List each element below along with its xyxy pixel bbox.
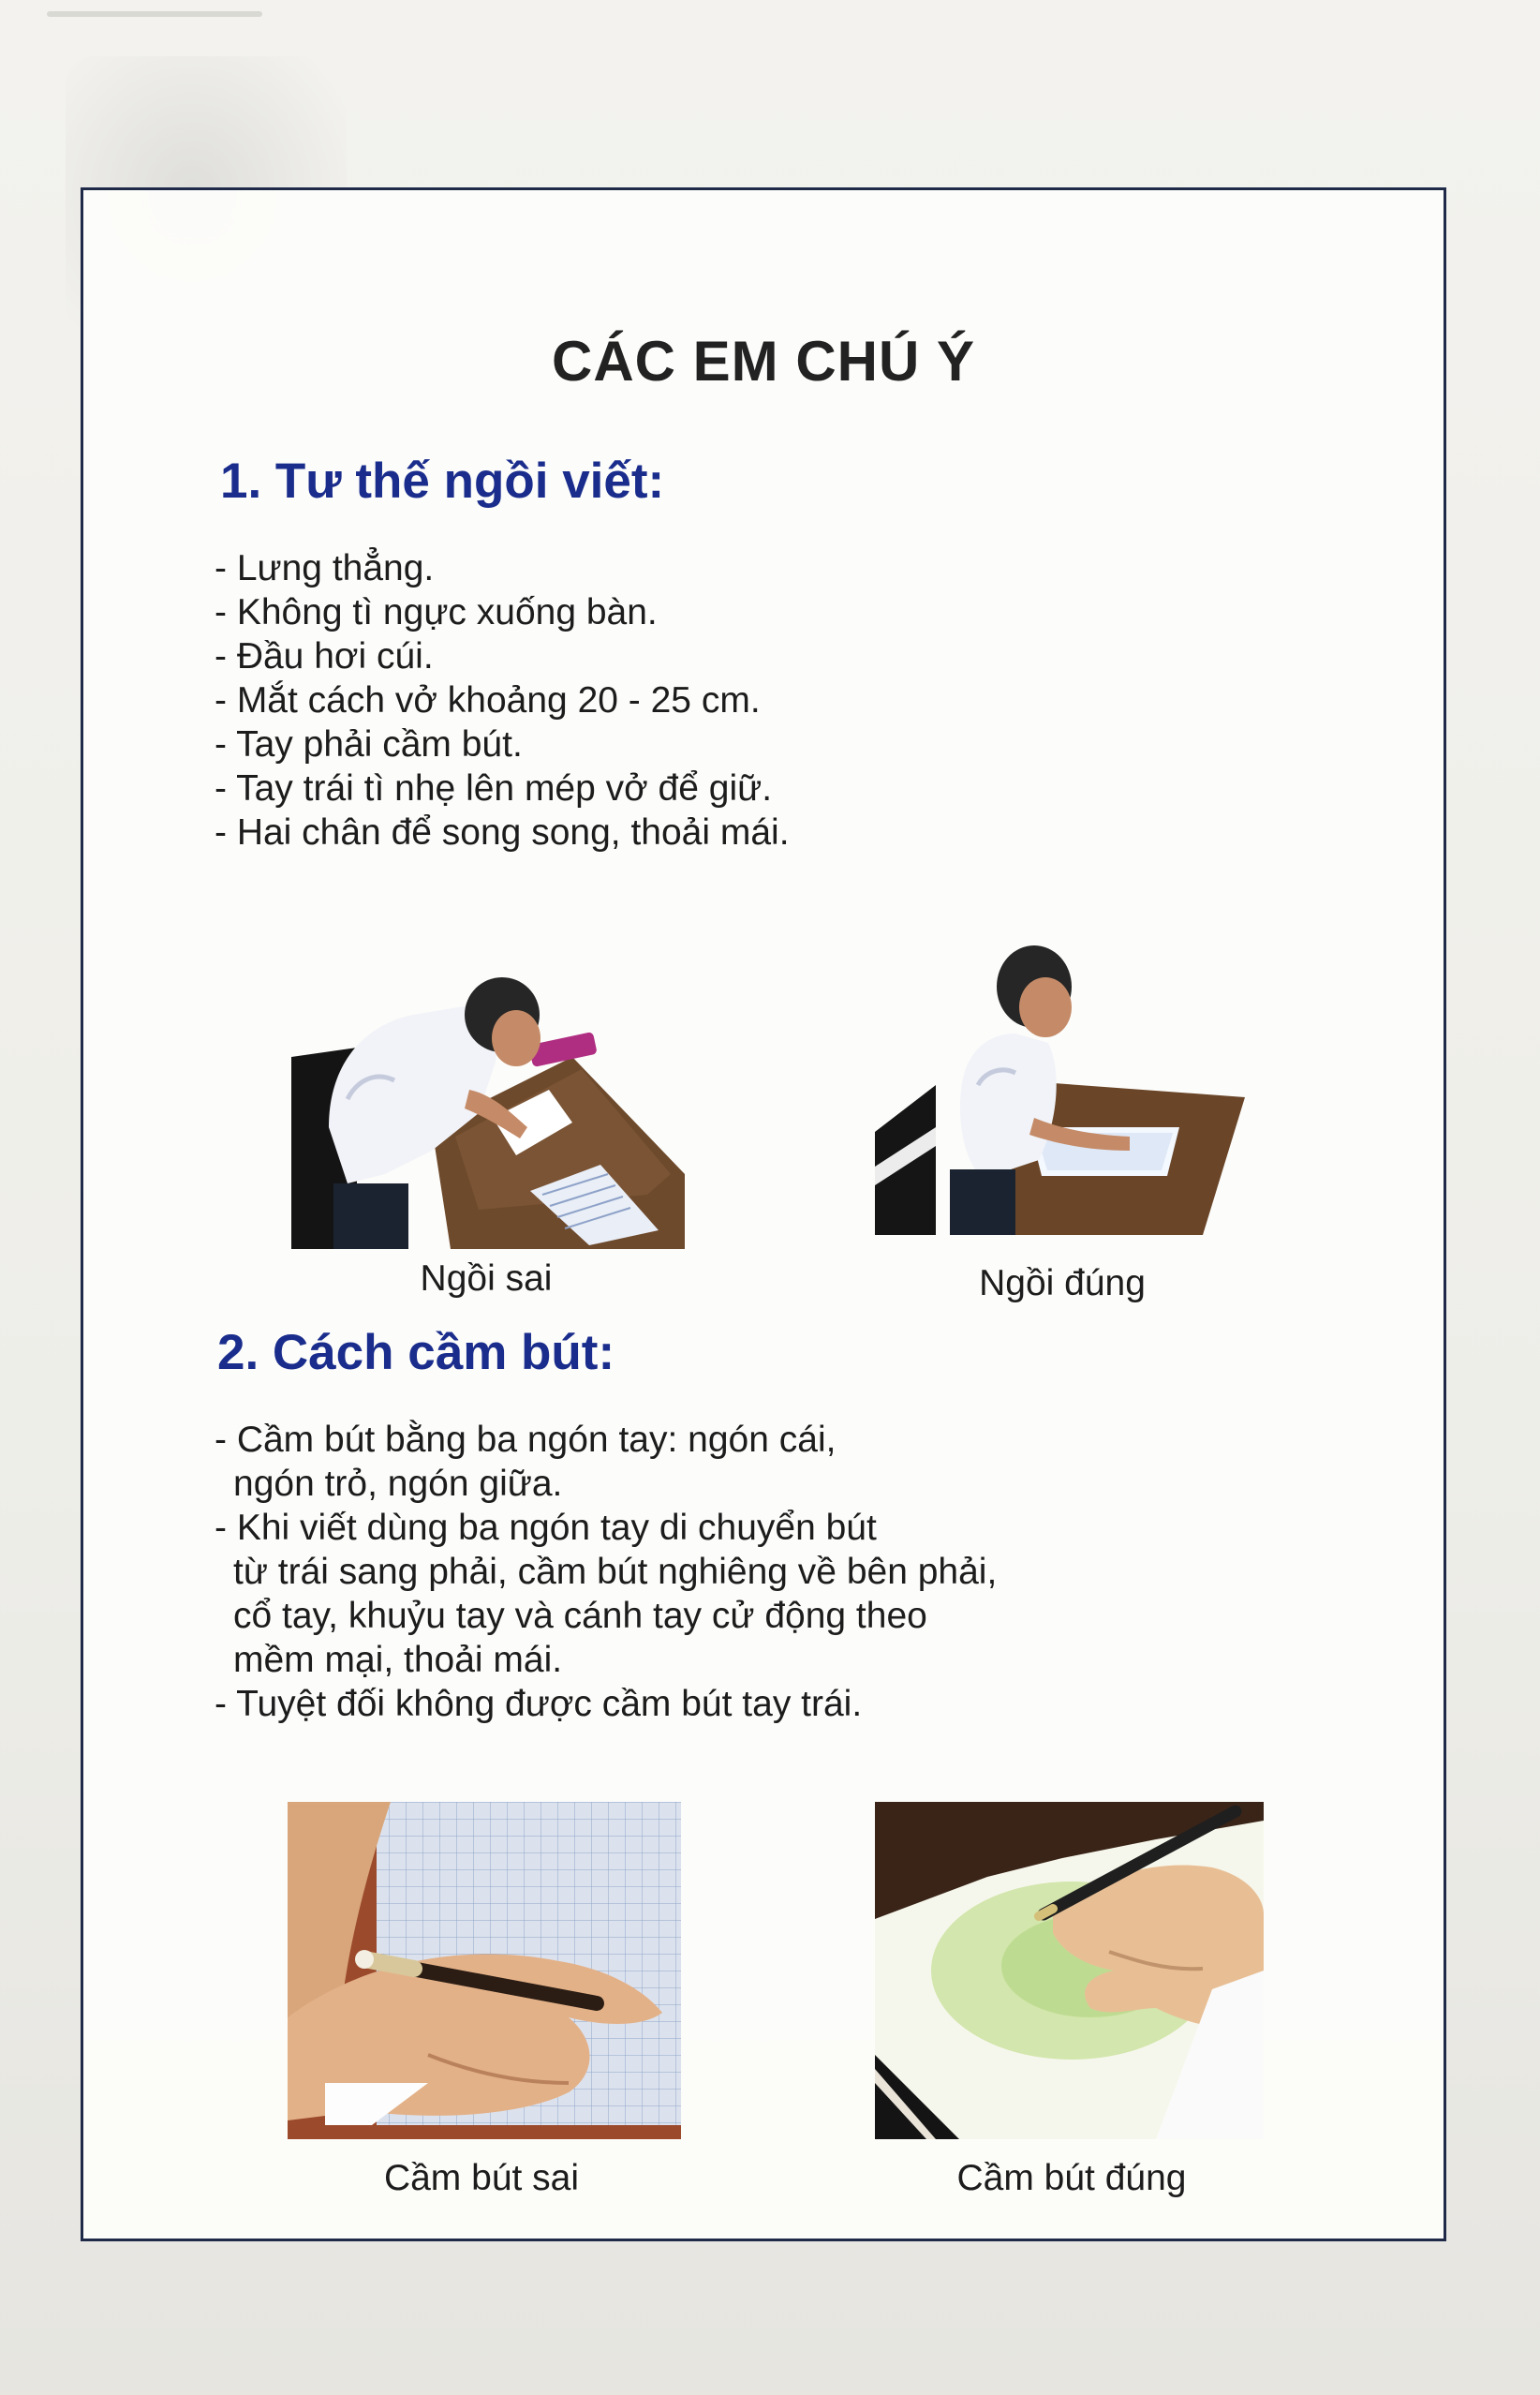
page-edge-mark <box>47 11 262 17</box>
list-item: - Đầu hơi cúi. <box>215 636 434 677</box>
list-item: - Không tì ngực xuống bàn. <box>215 592 658 632</box>
page-title: CÁC EM CHÚ Ý <box>551 330 975 393</box>
list-item: - Lưng thẳng. <box>215 548 435 588</box>
caption-right-sitting: Ngồi đúng <box>979 1263 1146 1303</box>
photo-right-pen-holding <box>875 1802 1264 2139</box>
section-heading-pen-holding: 2. Cách cầm bút: <box>217 1325 615 1380</box>
photo-wrong-pen-holding <box>288 1802 681 2139</box>
photo-wrong-sitting <box>291 949 685 1249</box>
list-item: - Tay phải cầm bút. <box>215 724 523 765</box>
caption-right-pen-holding: Cầm bút đúng <box>956 2158 1187 2198</box>
caption-wrong-sitting: Ngồi sai <box>420 1258 553 1299</box>
list-item: - Tay trái tì nhẹ lên mép vở để giữ. <box>215 768 773 809</box>
notice-frame <box>81 187 1446 2241</box>
sitting-posture-list <box>215 546 790 855</box>
pen-holding-list <box>215 1418 997 1726</box>
photo-right-sitting <box>875 930 1250 1235</box>
list-item: - Tuyệt đối không được cầm bút tay trái. <box>215 1684 863 1724</box>
section-heading-sitting-posture: 1. Tư thế ngồi viết: <box>220 454 665 509</box>
list-item: - Cầm bút bằng ba ngón tay: ngón cái, ngón trỏ, ngón giữa. <box>215 1420 837 1504</box>
list-item: - Hai chân để song song, thoải mái. <box>215 812 790 853</box>
list-item: - Khi viết dùng ba ngón tay di chuyển bút từ trái sang phải, cầm bút nghiêng về bên phải, cổ tay, khuỷu tay và cánh tay cử động theo mềm mại, thoải mái. <box>215 1508 998 1680</box>
list-item: - Mắt cách vở khoảng 20 - 25 cm. <box>215 680 761 721</box>
caption-wrong-pen-holding: Cầm bút sai <box>383 2158 580 2198</box>
